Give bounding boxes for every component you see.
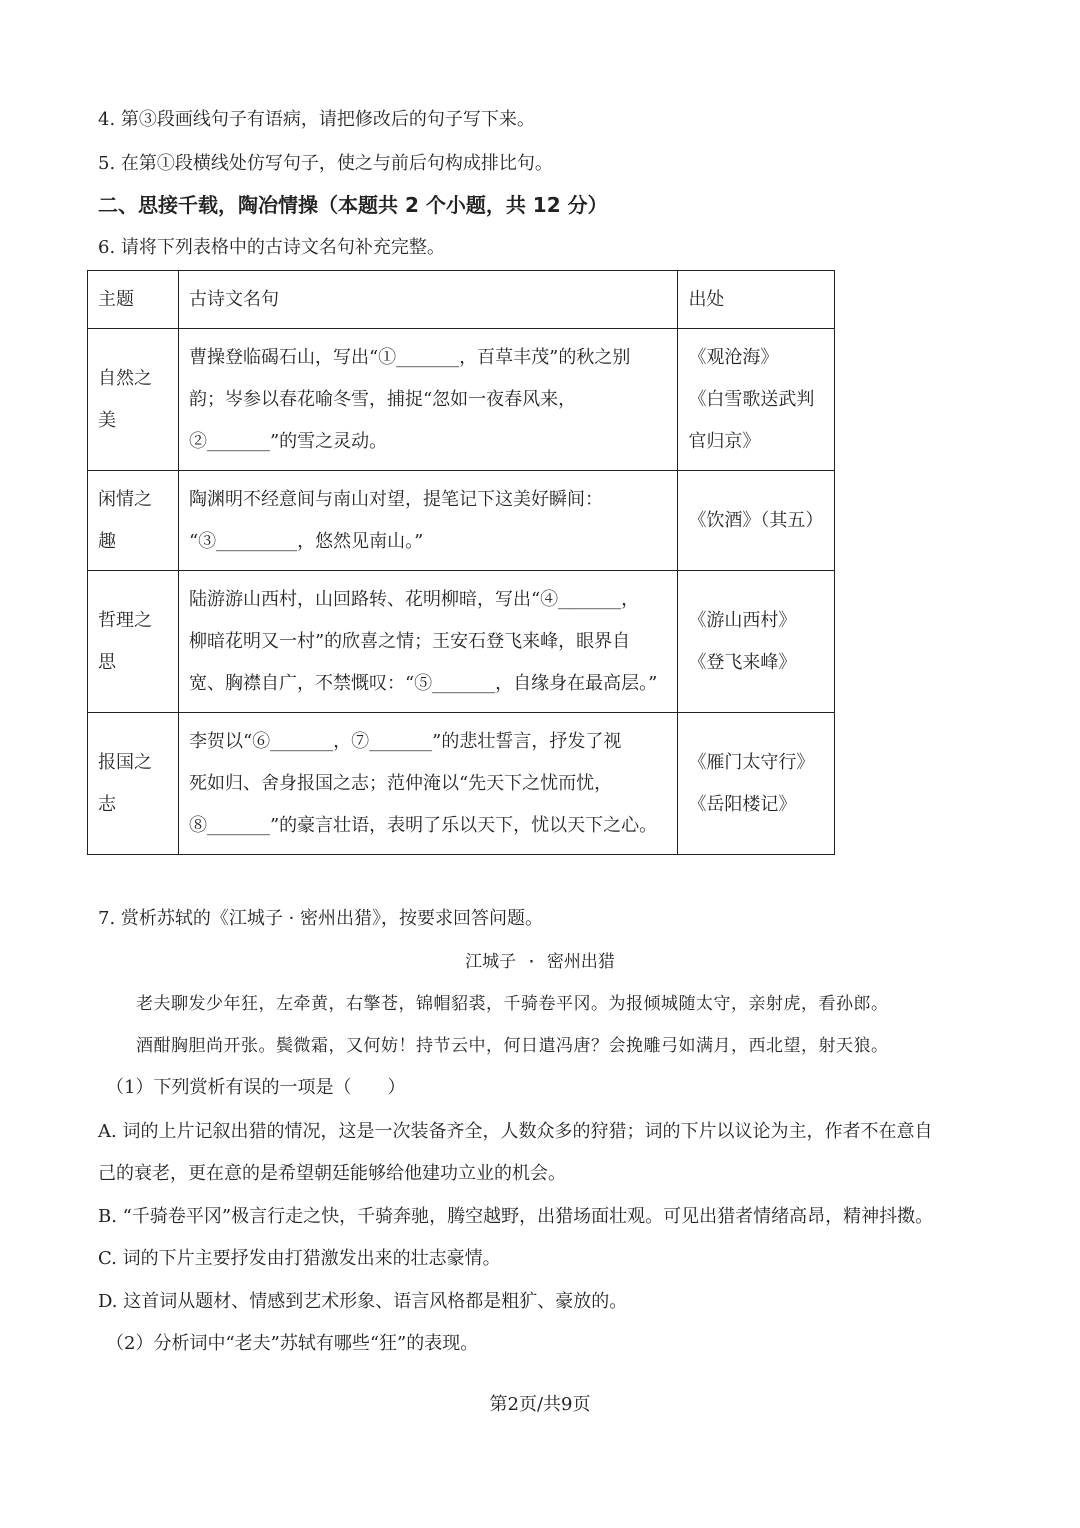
question-6: 6. 请将下列表格中的古诗文名句补充完整。 <box>98 237 445 258</box>
row-theme: 哲理之思 <box>98 609 152 673</box>
header-theme: 主题 <box>88 271 179 329</box>
question-4: 4. 第③段画线句子有语病，请把修改后的句子写下来。 <box>98 109 535 130</box>
row-source-line: 《岳阳楼记》 <box>688 793 797 815</box>
row-source-line: 《雁门太守行》 <box>688 751 815 773</box>
option-a-line-1: A. 词的上片记叙出猎的情况，这是一次装备齐全，人数众多的狩猎；词的下片以议论为主，作者不在意自 <box>98 1121 933 1142</box>
row-text-line: 死如归、舍身报国之志；范仲淹以“先天下之忧而忧， <box>188 772 613 794</box>
table-row <box>88 571 835 713</box>
sub-question-2: （2）分析词中“老夫”苏轼有哪些“狂”的表现。 <box>106 1333 479 1354</box>
question-7: 7. 赏析苏轼的《江城子 · 密州出猎》，按要求回答问题。 <box>98 908 544 929</box>
header-quote: 古诗文名句 <box>178 271 677 329</box>
sub-question-1: （1）下列赏析有误的一项是（ ） <box>106 1077 406 1098</box>
row-theme: 自然之美 <box>98 367 152 431</box>
row-text-line: 陆游游山西村，山回路转、花明柳暗，写出“④_______， <box>188 588 640 610</box>
row-text-line: ⑧_______”的豪言壮语，表明了乐以天下，忧以天下之心。 <box>188 814 658 836</box>
row-text-line: 韵；岑参以春花喻冬雪，捕捉“忽如一夜春风来， <box>188 388 577 410</box>
row-source-line: 《白雪歌送武判 <box>688 388 815 410</box>
question-5: 5. 在第①段横线处仿写句子，使之与前后句构成排比句。 <box>98 153 553 174</box>
poem-table <box>87 270 835 855</box>
table-row <box>88 471 835 571</box>
poem-title: 江城子 · 密州出猎 <box>465 952 615 972</box>
row-text-line: 柳暗花明又一村”的欣喜之情；王安石登飞来峰，眼界自 <box>188 630 631 652</box>
option-c: C. 词的下片主要抒发由打猎激发出来的壮志豪情。 <box>98 1248 501 1269</box>
header-source: 出处 <box>678 271 835 329</box>
row-theme: 闲情之趣 <box>98 488 152 552</box>
table-row <box>88 713 835 855</box>
poem-line-2: 酒酣胸胆尚开张。鬓微霜，又何妨！持节云中，何日遣冯唐？会挽雕弓如满月，西北望，射天狼。 <box>136 1036 889 1056</box>
row-source-line: 官归京》 <box>688 430 761 452</box>
row-text-line: 宽、胸襟自广，不禁慨叹：“⑤_______，自缘身在最高层。” <box>188 672 658 694</box>
option-d: D. 这首词从题材、情感到艺术形象、语言风格都是粗犷、豪放的。 <box>98 1291 628 1312</box>
row-text-line: 李贺以“⑥_______，⑦_______”的悲壮誓言，抒发了视 <box>188 730 622 752</box>
row-source-line: 《游山西村》 <box>688 609 797 631</box>
row-theme: 报国之志 <box>98 751 152 815</box>
row-source-line: 《观沧海》 <box>688 346 779 368</box>
table-row <box>88 329 835 471</box>
option-a-line-2: 己的衰老，更在意的是希望朝廷能够给他建功立业的机会。 <box>98 1163 566 1184</box>
option-b: B. “千骑卷平冈”极言行走之快，千骑奔驰，腾空越野，出猎场面壮观。可见出猎者情绪高昂，精神抖擞。 <box>98 1206 934 1227</box>
poem-line-1: 老夫聊发少年狂，左牵黄，右擎苍，锦帽貂裘，千骑卷平冈。为报倾城随太守，亲射虎，看孙郎。 <box>136 994 889 1014</box>
section-heading: 二、思接千载，陶冶情操（本题共 2 个小题，共 12 分） <box>98 193 608 217</box>
row-text-line: 曹操登临碣石山，写出“①_______，百草丰茂”的秋之别 <box>188 346 631 368</box>
row-source-line: 《登飞来峰》 <box>688 651 797 673</box>
table-header-row <box>88 271 835 329</box>
row-text-line: 陶渊明不经意间与南山对望，提笔记下这美好瞬间： <box>188 488 603 510</box>
row-text-line: “③_________，悠然见南山。” <box>188 530 424 552</box>
page-footer: 第2页/共9页 <box>489 1394 591 1415</box>
row-text-line: ②_______”的雪之灵动。 <box>188 430 388 452</box>
row-source-line: 《饮酒》（其五） <box>688 509 824 531</box>
